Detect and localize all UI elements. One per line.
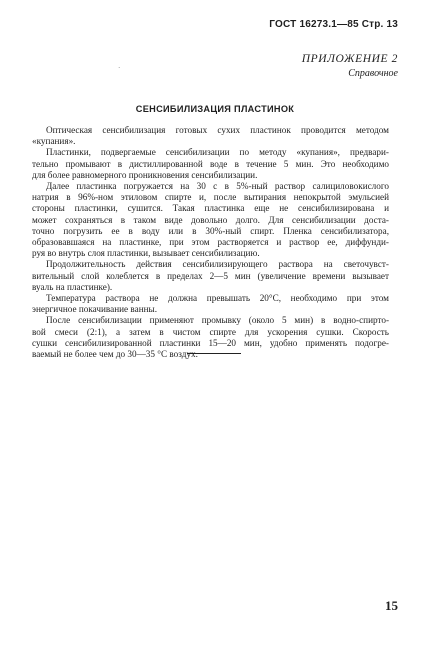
paragraph [32,181,389,259]
text-line: руя во внутрь слоя пластинки, вызывает сенсибилизацию. [32,248,260,259]
text-line: ваемый не более чем до 30—35 °С воздух. [32,349,198,360]
scan-speck-icon: · [118,64,121,72]
text-line: После сенсибилизации применяют промывку (около 5 мин) в водно-спирто- [46,315,389,326]
appendix-block [302,52,398,80]
running-header: ГОСТ 16273.1—85 Стр. 13 [269,19,398,30]
separator-rule [187,353,241,354]
paragraph [32,147,389,181]
text-line: сушки сенсибилизированной пластинки 15—20 мин, удобно применять подогре- [32,337,389,348]
paragraph [32,293,389,315]
appendix-type: Справочное [348,68,398,79]
text-line: тельно промывают в дистиллированной воде в течение 5 мин. Это необходимо [32,158,389,169]
page-number: 15 [385,598,398,613]
text-line: может сохраняться в таком виде довольно долго. Для сенсибилизации доста- [32,214,389,225]
paragraph [32,259,389,293]
appendix-label: ПРИЛОЖЕНИЕ 2 [301,53,398,65]
text-line: Оптическая сенсибилизация готовых сухих пластинок проводится методом [46,125,389,135]
text-line: вительный слой колеблется в пределах 2—5 мин (увеличение времени вызывает [32,270,389,281]
text-line: стороны пластинки, сушится. Такая пластинка еще не сенсибилизирована и [32,203,389,214]
section-title: СЕНСИБИЛИЗАЦИЯ ПЛАСТИНОК [135,104,295,114]
text-line: натрия в 96%-ном этиловом спирте и, после вытирания непокрытой эмульсией [32,192,389,203]
text-line: вой смеси (2:1), а затем в чистом спирте для ускорения сушки. Скорость [32,326,389,337]
text-line: «купания». [32,136,76,147]
text-line: точно погрузить ее в воду или в 30%-ный спирт. Пленка сенсибилизатора, [32,225,389,236]
text-line: Продолжительность действия сенсибилизирующего раствора на светочувст- [46,259,389,270]
text-line: вуаль на пластинке). [32,281,113,292]
text-line: Температура раствора не должна превышать 20°С, необходимо при этом [46,293,389,304]
paragraph [32,125,389,147]
text-line: Далее пластинка погружается на 30 с в 5%-ный раствор салициловокислого [46,181,389,192]
body-text [32,125,389,360]
text-line: образовавшаяся на пластинке, при этом растворяется и раствор ее, диффунди- [32,237,389,248]
text-line: энергичное покачивание ванны. [32,304,158,315]
text-line: для более равномерного проникновения сенсибилизации. [32,169,258,180]
text-line: Пластинки, подвергаемые сенсибилизации по методу «купания», предвари- [46,147,389,158]
